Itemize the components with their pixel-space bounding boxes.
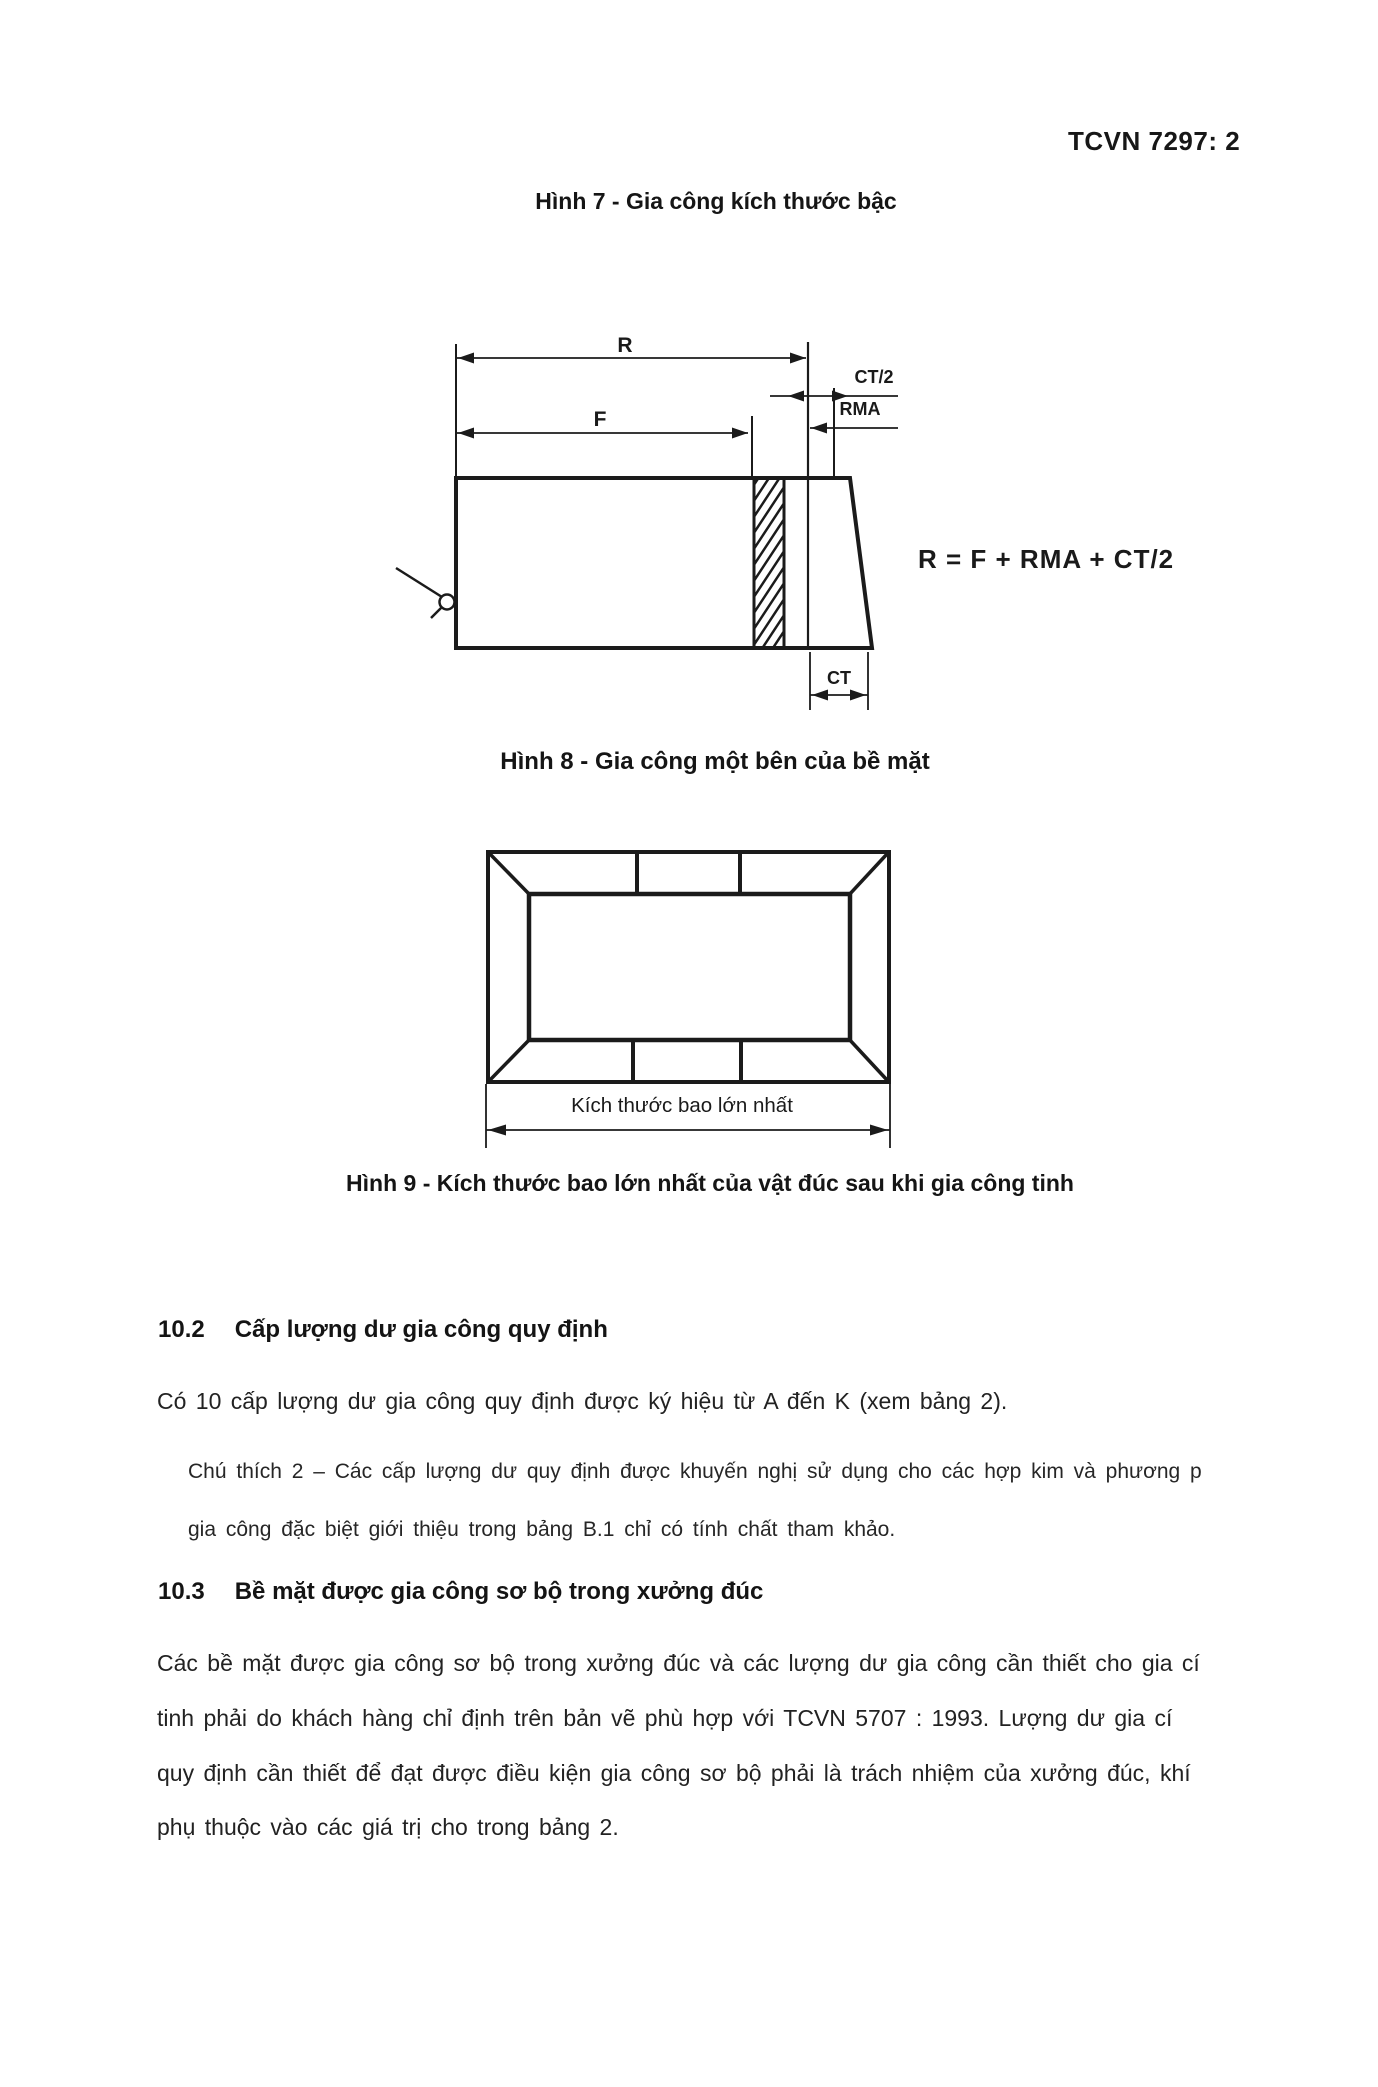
- figure9-dimension: [486, 1084, 890, 1148]
- dim-label-ct: CT: [827, 668, 851, 688]
- section-10-2-paragraph: Có 10 cấp lượng dư gia công quy định được ký hiệu từ A đến K (xem bảng 2).: [157, 1388, 1008, 1414]
- dim-label-r: R: [617, 334, 633, 357]
- section-10-2-title: Cấp lượng dư gia công quy định: [234, 1316, 608, 1343]
- note-2-line-1: Chú thích 2 – Các cấp lượng dư quy định được khuyến nghị sử dụng cho các hợp kim và phương p: [188, 1460, 1202, 1483]
- figure9-caption: Hình 9 - Kích thước bao lớn nhất của vật đúc sau khi gia công tinh: [346, 1170, 1074, 1196]
- section-10-3-line-2: tinh phải do khách hàng chỉ định trên bản vẽ phù hợp với TCVN 5707 : 1993. Lượng dư gia cí: [157, 1705, 1173, 1731]
- figure8-drawing: [385, 330, 1175, 730]
- figure8-caption: Hình 8 - Gia công một bên của bề mặt: [500, 748, 930, 775]
- figure8-equation: R = F + RMA + CT/2: [918, 544, 1175, 574]
- note-2-line-2: gia công đặc biệt giới thiệu trong bảng B.1 chỉ có tính chất tham khảo.: [188, 1518, 896, 1541]
- section-10-3-line-4: phụ thuộc vào các giá trị cho trong bảng 2.: [157, 1814, 619, 1840]
- section-10-3-number: 10.3: [158, 1578, 205, 1605]
- figure8-dim-R: [457, 334, 806, 364]
- dim-label-ct2: CT/2: [854, 367, 894, 387]
- section-10-2-heading: [158, 1316, 608, 1344]
- figure8-dim-CT2: [770, 367, 898, 402]
- section-10-3-line-1: Các bề mặt được gia công sơ bộ trong xưởng đúc và các lượng dư gia công cần thiết cho gia cí: [157, 1650, 1200, 1676]
- section-10-3-heading: [158, 1578, 763, 1606]
- section-10-3-line-3: quy định cần thiết để đạt được điều kiện gia công sơ bộ phải là trách nhiệm của xưởng đúc, khí: [157, 1760, 1191, 1786]
- figure7-caption: Hình 7 - Gia công kích thước bậc: [535, 188, 897, 214]
- figure8-dim-F: [457, 408, 748, 439]
- surface-finish-icon: [396, 568, 455, 618]
- doc-reference: TCVN 7297: 2: [1068, 126, 1241, 156]
- section-10-3-title: Bề mặt được gia công sơ bộ trong xưởng đúc: [234, 1578, 764, 1605]
- figure8-dim-CT: [810, 652, 868, 710]
- dim-label-rma: RMA: [839, 399, 881, 419]
- figure8-extension-lines: [456, 342, 834, 648]
- figure9-casting-outline: [488, 852, 889, 1082]
- dim-label-f: F: [593, 408, 607, 431]
- figure8-dim-RMA: [810, 399, 898, 434]
- figure9-drawing: [455, 838, 925, 1158]
- section-10-2-number: 10.2: [158, 1316, 205, 1343]
- figure9-dim-label: Kích thước bao lớn nhất: [571, 1094, 793, 1117]
